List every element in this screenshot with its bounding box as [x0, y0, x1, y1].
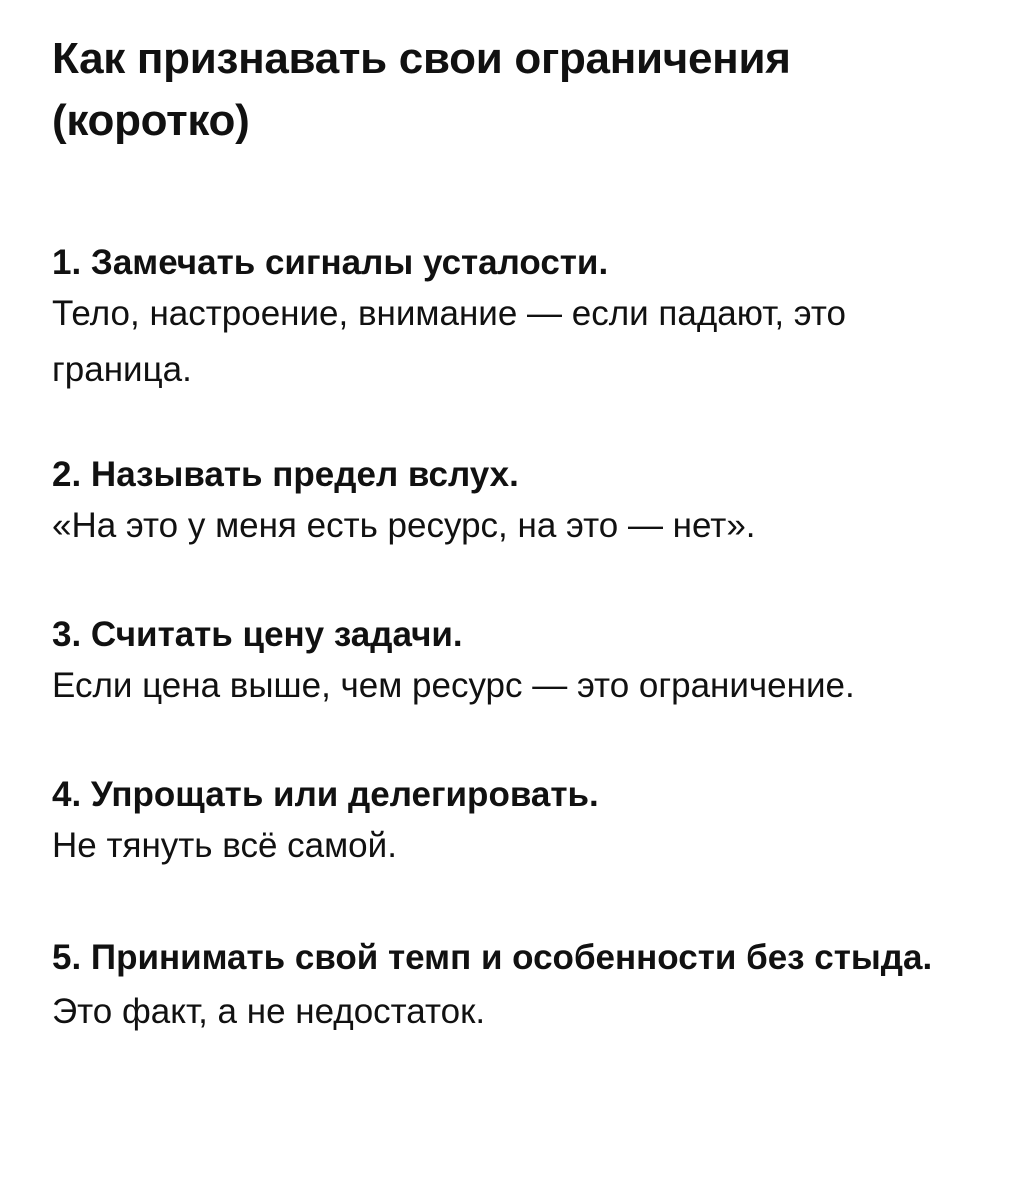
tip-heading: 5. Принимать свой темп и особенности без стыда.: [52, 938, 933, 977]
tips-list: [52, 240, 974, 1040]
document-title: Как признавать свои ограничения (коротко): [52, 34, 791, 145]
tip-text: Не тянуть всё самой.: [52, 826, 397, 865]
tip-heading: 4. Упрощать или делегировать.: [52, 775, 599, 814]
tip-heading: 2. Называть предел вслух.: [52, 455, 519, 494]
tip-text: «На это у меня есть ресурс, на это — нет».: [52, 506, 756, 545]
tip-text: Тело, настроение, внимание — если падают, это граница.: [52, 294, 846, 389]
tip-text: Если цена выше, чем ресурс — это ограничение.: [52, 666, 855, 705]
tip-item-4: [52, 772, 974, 874]
tip-text: Это факт, а не недостаток.: [52, 992, 486, 1031]
tip-item-1: [52, 240, 974, 398]
tip-item-3: [52, 612, 974, 714]
tip-heading: 1. Замечать сигналы усталости.: [52, 243, 609, 282]
tip-heading: 3. Считать цену задачи.: [52, 615, 463, 654]
tip-item-5: [52, 932, 974, 1040]
tip-item-2: [52, 452, 974, 554]
